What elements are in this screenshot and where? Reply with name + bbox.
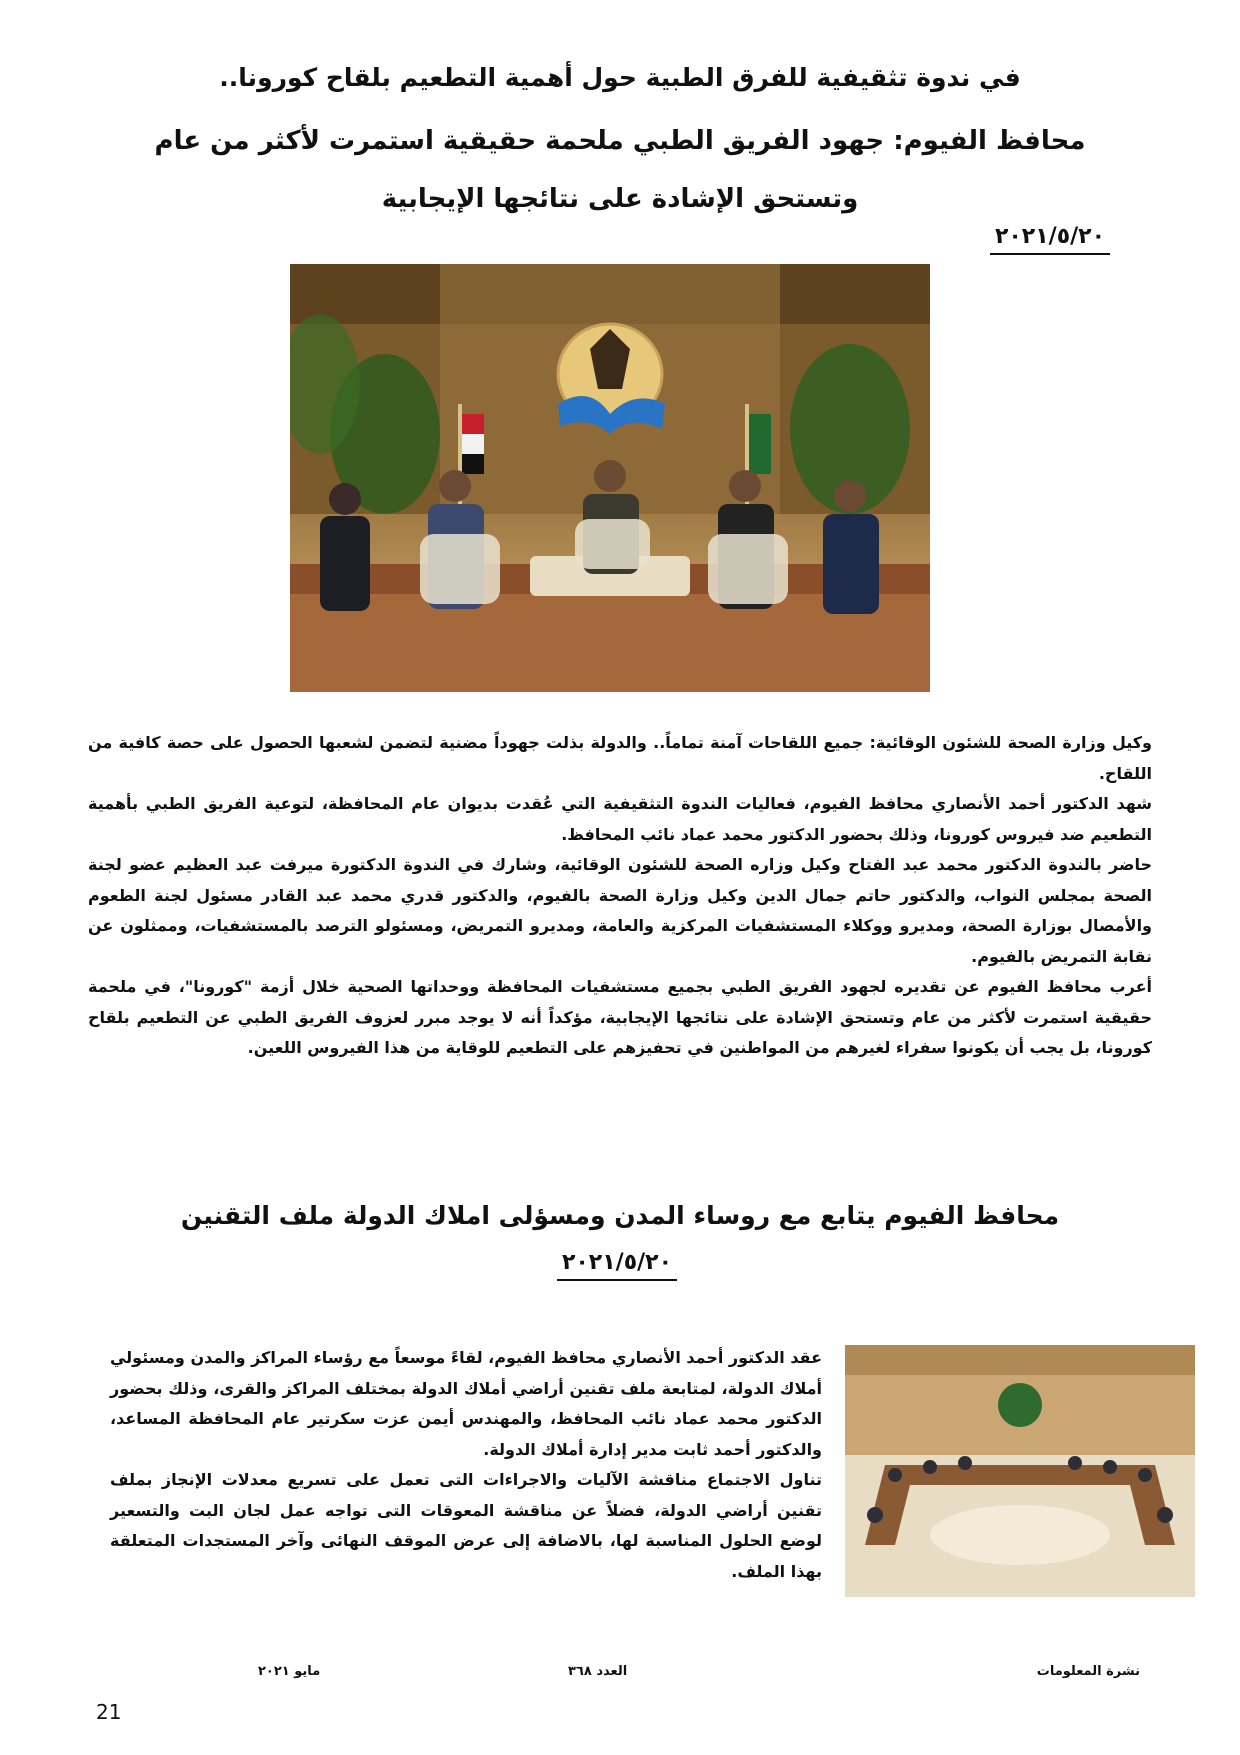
- article1-body: [88, 728, 1152, 1064]
- article1-paragraph: أعرب محافظ الفيوم عن تقديره لجهود الفريق الطبي بجميع مستشفيات المحافظة ووحداتها الصحية خلال أزمة "كورونا"، في ملحمة حقيقية استمرت لأكثر من عام وتستحق الإشادة على نتائجها الإيجابية، مؤكداً أنه لا يوجد مبرر لعزوف الفريق الطبي عن التطعيم بلقاح كورونا، بل يجب أن يكونوا سفراء لغيرهم من المواطنين في تحفيزهم على التطعيم للوقاية من هذا الفيروس اللعين.: [88, 977, 1152, 1057]
- page-footer: [0, 1664, 1240, 1688]
- seminar-photo-illustration: [290, 264, 930, 692]
- article2-paragraph: عقد الدكتور أحمد الأنصاري محافظ الفيوم، لقاءً موسعاً مع رؤساء المراكز والمدن ومسئولي أملاك الدولة، لمتابعة ملف تقنين أراضي أملاك الدولة بمختلف المراكز والقرى، وذلك بحضور الدكتور محمد عماد نائب المحافظ، والمهندس أيمن عزت سكرتير عام المحافظة المساعد، والدكتور أحمد ثابت مدير إدارة أملاك الدولة.: [109, 1348, 822, 1459]
- meeting-photo: [845, 1345, 1195, 1597]
- meeting-photo-illustration: [845, 1345, 1195, 1597]
- article2-title: محافظ الفيوم يتابع مع روساء المدن ومسؤلى املاك الدولة ملف التقنين: [180, 1201, 1060, 1230]
- article1-date: ٢٠٢١/٥/٢٠: [990, 224, 1110, 255]
- article1-paragraph: شهد الدكتور أحمد الأنصاري محافظ الفيوم، فعاليات الندوة التثقيفية التي عُقدت بديوان عام المحافظة، لتوعية الفريق الطبي بأهمية التطعيم ضد فيروس كورونا، وذلك بحضور الدكتور محمد عماد نائب المحافظ.: [88, 794, 1152, 844]
- footer-month: مايو ٢٠٢١: [258, 1664, 321, 1679]
- article1-paragraph: وكيل وزارة الصحة للشئون الوقائية: جميع اللقاحات آمنة تماماً.. والدولة بذلت جهوداً مضنية لتضمن لشعبها الحصول على حصة كافية من اللقاح.: [88, 733, 1152, 783]
- seminar-photo: [290, 264, 930, 692]
- footer-publication: نشرة المعلومات: [1036, 1664, 1140, 1679]
- article1-title-line1: في ندوة تثقيفية للفرق الطبية حول أهمية التطعيم بلقاح كورونا..: [219, 63, 1021, 92]
- page-number: 21: [96, 1700, 122, 1724]
- article2-date: ٢٠٢١/٥/٢٠: [557, 1250, 677, 1281]
- article2-paragraph: تناول الاجتماع مناقشة الآليات والاجراءات التى تعمل على تسريع معدلات الإنجاز بملف تقنين أراضي الدولة، فضلاً عن مناقشة المعوقات التى تواجه عمل لجان البت والتسعير لوضع الحلول المناسبة لها، بالاضافة إلى عرض الموقف النهائى وآخر المستجدات المتعلقة بهذا الملف.: [110, 1470, 822, 1581]
- article1-paragraph: حاضر بالندوة الدكتور محمد عبد الفتاح وكيل وزاره الصحة للشئون الوقائية، وشارك في الندوة الدكتورة ميرفت عبد العظيم عضو لجنة الصحة بمجلس النواب، والدكتور حاتم جمال الدين وكيل وزارة الصحة بالفيوم، والدكتور قدري محمد عبد القادر مسئول لجنة الطعوم والأمصال بوزارة الصحة، ومديرو ووكلاء المستشفيات المركزية والعامة، ومديرو التمريض، ومسئولو الترصد بالمستشفيات، وممثلون عن نقابة التمريض بالفيوم.: [88, 855, 1152, 966]
- article2-body: [110, 1343, 822, 1587]
- footer-issue: العدد ٣٦٨: [568, 1664, 628, 1679]
- article1-title-line2: محافظ الفيوم: جهود الفريق الطبي ملحمة حقيقية استمرت لأكثر من عام وتستحق الإشادة على نتائجها الإيجابية: [154, 126, 1086, 214]
